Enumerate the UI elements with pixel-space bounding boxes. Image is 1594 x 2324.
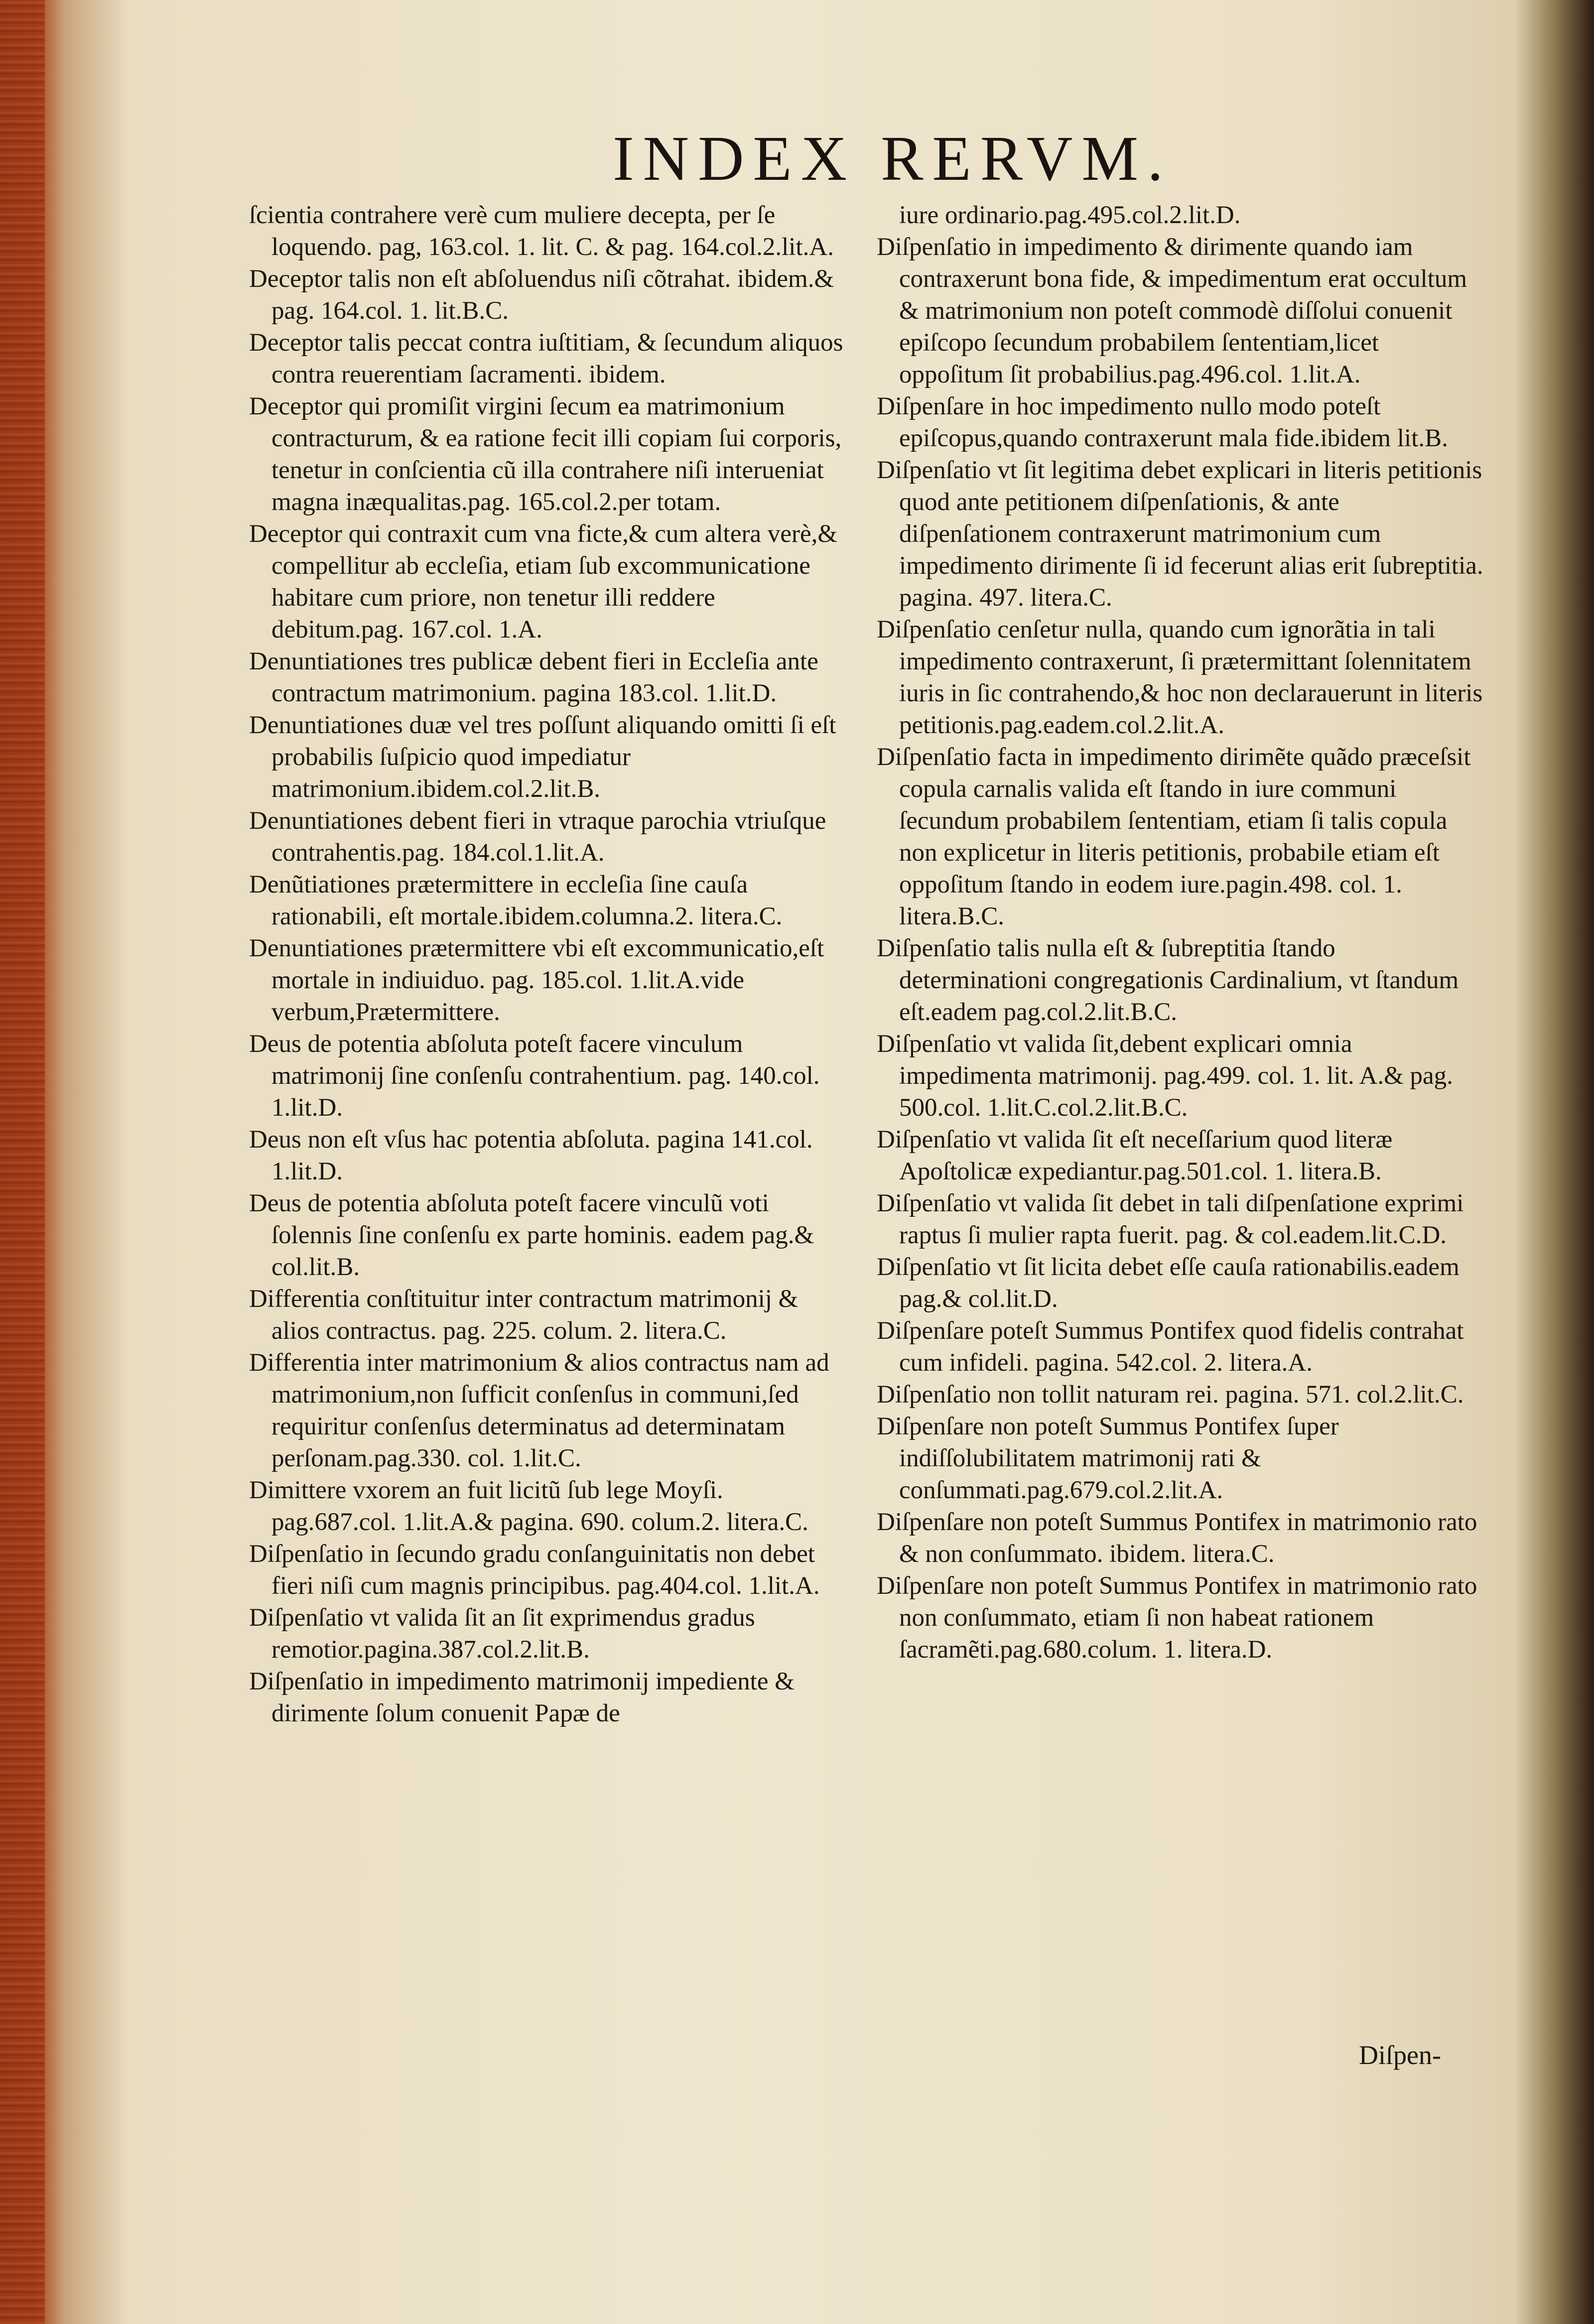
- index-entry: Deus non eſt vſus hac potentia abſoluta. pagina 141.col. 1.lit.D.: [249, 1126, 813, 1185]
- catchword: Diſpen-: [1359, 2040, 1441, 2070]
- index-entry: Deceptor talis peccat contra iuſtitiam, & ſecundum aliquos contra reuerentiam ſacramenti. ibidem.: [249, 329, 843, 388]
- index-entry: Diſpenſatio talis nulla eſt & ſubreptitia ſtando determinationi congregationis Cardinalium, vt ſtandum eſt.eadem pag.col.2.lit.B.C.: [877, 934, 1459, 1026]
- index-entry: Diſpenſatio in impedimento matrimonij impediente & dirimente ſolum conuenit Papæ de: [249, 1668, 795, 1727]
- index-entry: Dimittere vxorem an fuit licitũ ſub lege Moyſi. pag.687.col. 1.lit.A.& pagina. 690. colum.2. litera.C.: [249, 1476, 808, 1536]
- index-entry: Diſpenſatio vt valida ſit an ſit exprimendus gradus remotior.pagina.387.col.2.lit.B.: [249, 1604, 755, 1664]
- index-entry: Denuntiationes duæ vel tres poſſunt aliquando omitti ſi eſt probabilis ſuſpicio quod impediatur matrimonium.ibidem.col.2.lit.B.: [249, 711, 836, 803]
- index-entry: Diſpenſatio vt valida ſit eſt neceſſarium quod literæ Apoſtolicæ expediantur.pag.501.col. 1. litera.B.: [877, 1126, 1393, 1185]
- index-entry: Diſpenſare non poteſt Summus Pontifex in matrimonio rato & non conſummato. ibidem. litera.C.: [877, 1508, 1477, 1568]
- index-entry: Deus de potentia abſoluta poteſt facere vinculum matrimonij ſine conſenſu contrahentium. pag. 140.col. 1.lit.D.: [249, 1030, 820, 1122]
- index-entry: Diſpenſatio cenſetur nulla, quando cum ignorãtia in tali impedimento contraxerunt, ſi prætermittant ſolennitatem iuris in ſic contrahendo,& hoc non declarauerunt in literis petitionis.pag.eadem.col.2.lit.A.: [877, 616, 1483, 739]
- continued-entry: iure ordinario.pag.495.col.2.lit.D.: [899, 201, 1241, 229]
- right-column: [877, 199, 1484, 1666]
- index-entry: Diſpenſatio vt valida ſit,debent explicari omnia impedimenta matrimonij. pag.499. col. 1. lit. A.& pag. 500.col. 1.lit.C.col.2.lit.B.C.: [877, 1030, 1453, 1122]
- index-entry: Diſpenſatio facta in impedimento dirimẽte quãdo præceſsit copula carnalis valida eſt ſtando in iure communi ſecundum probabilem ſententiam, etiam ſi talis copula non explicetur in literis petitionis, probabile etiam eſt oppoſitum ſtando in eodem iure.pagin.498. col. 1. litera.B.C.: [877, 743, 1471, 930]
- index-entry: Diſpenſatio vt valida ſit debet in tali diſpenſatione exprimi raptus ſi mulier rapta fuerit. pag. & col.eadem.lit.C.D.: [877, 1189, 1464, 1249]
- index-entry: Diſpenſare in hoc impedimento nullo modo poteſt epiſcopus,quando contraxerunt mala fide.ibidem lit.B.: [877, 392, 1448, 452]
- index-entry: Differentia inter matrimonium & alios contractus nam ad matrimonium,non ſufficit conſenſus in communi,ſed requiritur conſenſus determinatus ad determinatam perſonam.pag.330. col. 1.lit.C.: [249, 1349, 829, 1472]
- index-entry: Differentia conſtituitur inter contractum matrimonij & alios contractus. pag. 225. colum. 2. litera.C.: [249, 1285, 798, 1345]
- page-edge: [0, 0, 45, 2324]
- index-entry: Deceptor talis non eſt abſoluendus niſi cõtrahat. ibidem.& pag. 164.col. 1. lit.B.C.: [249, 265, 834, 325]
- index-entry: Diſpenſatio non tollit naturam rei. pagina. 571. col.2.lit.C.: [877, 1381, 1464, 1409]
- index-entry: Diſpenſatio vt ſit legitima debet explicari in literis petitionis quod ante petitionem diſpenſationis, & ante diſpenſationem contraxerunt matrimonium cum impedimento dirimente ſi id fecerunt alias erit ſubreptitia. pagina. 497. litera.C.: [877, 456, 1483, 612]
- page-heading: INDEX RERVM.: [613, 123, 1173, 194]
- index-entry: Denuntiationes debent fieri in vtraque parochia vtriuſque contrahentis.pag. 184.col.1.lit.A.: [249, 807, 826, 867]
- index-entry: Denuntiationes tres publicæ debent fieri in Eccleſia ante contractum matrimonium. pagina 183.col. 1.lit.D.: [249, 647, 818, 707]
- index-entry: Denũtiationes prætermittere in eccleſia ſine cauſa rationabili, eſt mortale.ibidem.columna.2. litera.C.: [249, 871, 783, 930]
- index-entry: Diſpenſatio vt ſit licita debet eſſe cauſa rationabilis.eadem pag.& col.lit.D.: [877, 1253, 1460, 1313]
- index-entry: Deus de potentia abſoluta poteſt facere vinculũ voti ſolennis ſine conſenſu ex parte hominis. eadem pag.& col.lit.B.: [249, 1189, 814, 1281]
- index-entry: Denuntiationes prætermittere vbi eſt excommunicatio,eſt mortale in indiuiduo. pag. 185.col. 1.lit.A.vide verbum,Prætermittere.: [249, 934, 824, 1026]
- index-entry: Diſpenſatio in impedimento & dirimente quando iam contraxerunt bona fide, & impedimentum erat occultum & matrimonium non poteſt commodè diſſolui conuenit epiſcopo ſecundum probabilem ſententiam,licet oppoſitum ſit probabilius.pag.496.col. 1.lit.A.: [877, 233, 1467, 388]
- left-column: [249, 199, 852, 1729]
- index-entry: Diſpenſare poteſt Summus Pontifex quod fidelis contrahat cum infideli. pagina. 542.col. 2. litera.A.: [877, 1317, 1464, 1377]
- index-entry: Diſpenſare non poteſt Summus Pontifex ſuper indiſſolubilitatem matrimonij rati & conſummati.pag.679.col.2.lit.A.: [877, 1413, 1339, 1504]
- index-entry: Deceptor qui promiſit virgini ſecum ea matrimonium contracturum, & ea ratione fecit illi copiam ſui corporis, tenetur in conſcientia cũ illa contrahere niſi interueniat magna inæqualitas.pag. 165.col.2.per totam.: [249, 392, 842, 516]
- index-entry: ſcientia contrahere verè cum muliere decepta, per ſe loquendo. pag, 163.col. 1. lit. C. & pag. 164.col.2.lit.A.: [249, 201, 834, 261]
- index-entry: Diſpenſatio in ſecundo gradu conſanguinitatis non debet fieri niſi cum magnis principibus. pag.404.col. 1.lit.A.: [249, 1540, 820, 1600]
- index-entry: Deceptor qui contraxit cum vna ficte,& cum altera verè,& compellitur ab eccleſia, etiam ſub excommunicatione habitare cum priore, non tenetur illi reddere debitum.pag. 167.col. 1.A.: [249, 520, 837, 644]
- index-entry: Diſpenſare non poteſt Summus Pontifex in matrimonio rato non conſummato, etiam ſi non habeat rationem ſacramẽti.pag.680.colum. 1. litera.D.: [877, 1572, 1477, 1664]
